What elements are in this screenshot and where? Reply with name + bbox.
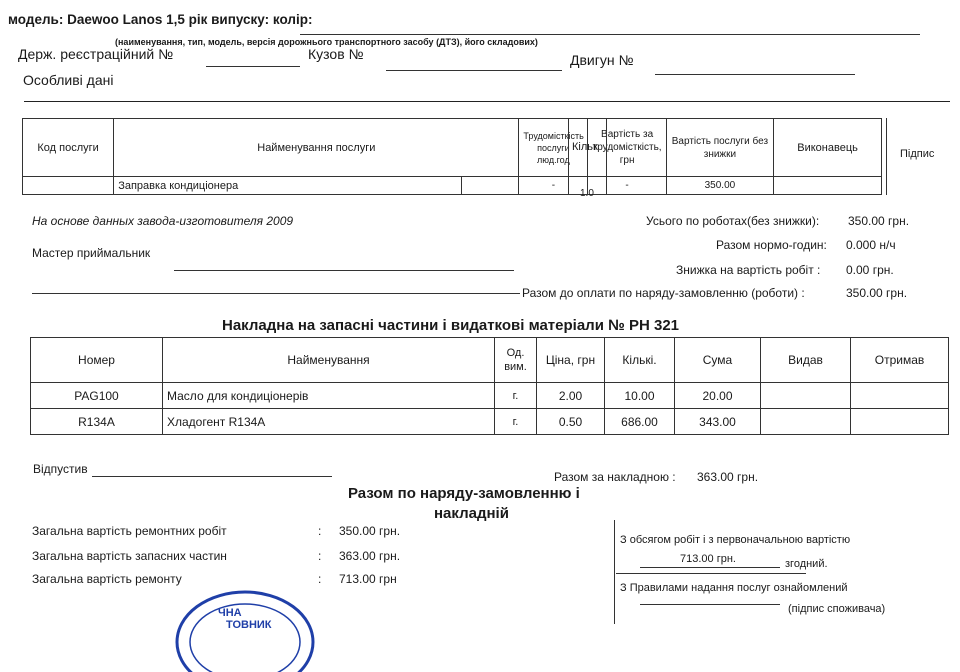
service-code xyxy=(23,177,114,195)
model-underline xyxy=(300,34,920,35)
master-underline xyxy=(174,270,514,271)
part-received xyxy=(851,409,949,435)
agree-amount: 713.00 грн. xyxy=(680,553,736,565)
body-label: Кузов № xyxy=(308,46,364,62)
col-number: Номер xyxy=(31,338,163,383)
col-unit: Од. вим. xyxy=(495,338,537,383)
basis-text: На основе данных завода-изготовителя 2009 xyxy=(32,214,294,228)
engine-label: Двигун № xyxy=(570,52,634,68)
service-executor xyxy=(773,177,881,195)
agree-word: згодний. xyxy=(785,558,828,570)
special-label: Особливі дані xyxy=(23,72,114,88)
agree-underline xyxy=(640,567,780,568)
service-cost: 350.00 xyxy=(666,177,773,195)
service-labor: - xyxy=(519,177,588,195)
reg-underline xyxy=(206,66,300,67)
part-number: R134A xyxy=(31,409,163,435)
col-cost-labor: Вартість за трудомісткість, грн xyxy=(588,119,666,177)
col-name: Найменування xyxy=(163,338,495,383)
parts-table xyxy=(30,337,949,435)
stamp-seal xyxy=(170,582,320,672)
agree-text: З обсягом робіт і з первоначальною вартістю xyxy=(620,534,851,546)
master-label: Мастер приймальник xyxy=(32,246,151,260)
col-labor: Трудомісткість послуги люд.год xyxy=(519,119,588,177)
table-row xyxy=(31,409,949,435)
service-empty xyxy=(462,177,519,195)
special-underline xyxy=(24,101,950,102)
part-name: Хладогент R134A xyxy=(163,409,495,435)
services-header-row xyxy=(23,119,948,177)
model-note: (наименування, тип, модель, версія дорожнього транспортного засобу (ДТЗ), його складових) xyxy=(115,37,538,47)
final-colon: : xyxy=(318,549,322,563)
agree-line xyxy=(616,573,806,574)
final-title-2: накладній xyxy=(434,505,509,522)
services-table xyxy=(22,118,948,195)
agree-divider xyxy=(614,520,615,624)
pay-label: Разом до оплати по наряду-замовленню (роботи) : xyxy=(522,286,805,300)
col-divider xyxy=(606,118,607,195)
part-name: Масло для кондиціонерів xyxy=(163,383,495,409)
discount-label: Знижка на вартість робіт : xyxy=(676,263,821,277)
part-sum: 343.00 xyxy=(675,409,761,435)
part-qty: 10.00 xyxy=(605,383,675,409)
part-issued xyxy=(761,409,851,435)
total-label: Усього по роботах(без знижки): xyxy=(646,214,820,228)
col-received: Отримав xyxy=(851,338,949,383)
reg-label: Держ. реєстраційний № xyxy=(18,46,174,62)
part-issued xyxy=(761,383,851,409)
col-executor: Виконавець xyxy=(773,119,881,177)
parts-total-label: Разом за накладною : xyxy=(554,470,676,484)
part-price: 2.00 xyxy=(537,383,605,409)
parts-header-row xyxy=(31,338,949,383)
final-title-1: Разом по наряду-замовленню і xyxy=(348,485,580,502)
stamp-text-1: ЧНА xyxy=(218,607,242,619)
stamp-text-2: ТОВНИК xyxy=(226,619,272,631)
col-divider xyxy=(886,118,887,195)
final-value-works: 350.00 грн. xyxy=(339,524,401,538)
final-value-total: 713.00 грн xyxy=(339,572,397,586)
service-name: Заправка кондиціонера xyxy=(114,177,462,195)
final-label-total: Загальна вартість ремонту xyxy=(32,572,182,586)
col-sign: Підпис xyxy=(900,148,935,160)
service-cost-labor: - xyxy=(588,177,666,195)
col-sum: Сума xyxy=(675,338,761,383)
pay-underline xyxy=(32,293,520,294)
parts-total-value: 363.00 грн. xyxy=(697,470,759,484)
model-line: модель: Daewoo Lanos 1,5 рік випуску: колір: xyxy=(8,12,313,27)
final-value-parts: 363.00 грн. xyxy=(339,549,401,563)
parts-title: Накладна на запасні частини і видаткові матеріали № РН 321 xyxy=(222,317,680,334)
part-qty: 686.00 xyxy=(605,409,675,435)
col-cost: Вартість послуги без знижки xyxy=(666,119,773,177)
col-issued: Видав xyxy=(761,338,851,383)
engine-underline xyxy=(655,74,855,75)
final-label-works: Загальна вартість ремонтних робіт xyxy=(32,524,227,538)
sign-label: (підпис споживача) xyxy=(788,603,886,615)
hours-value: 0.000 н/ч xyxy=(846,238,896,252)
pay-value: 350.00 грн. xyxy=(846,286,908,300)
col-qty: Кількі. xyxy=(605,338,675,383)
part-received xyxy=(851,383,949,409)
part-unit: г. xyxy=(495,383,537,409)
discount-value: 0.00 грн. xyxy=(846,263,894,277)
table-row xyxy=(31,383,949,409)
table-row xyxy=(23,177,948,195)
part-number: PAG100 xyxy=(31,383,163,409)
final-colon: : xyxy=(318,572,322,586)
part-price: 0.50 xyxy=(537,409,605,435)
col-price: Ціна, грн xyxy=(537,338,605,383)
rules-text: З Правилами надання послуг ознайомлений xyxy=(620,582,848,594)
final-colon: : xyxy=(318,524,322,538)
col-divider xyxy=(568,118,569,195)
col-qty: Кільк xyxy=(572,141,598,153)
service-qty: 1.0 xyxy=(580,188,594,199)
hours-label: Разом нормо-годин: xyxy=(716,238,827,252)
released-label: Відпустив xyxy=(33,462,88,476)
total-value: 350.00 грн. xyxy=(848,214,910,228)
part-unit: г. xyxy=(495,409,537,435)
released-underline xyxy=(92,476,332,477)
col-service-name: Найменування послуги xyxy=(114,119,519,177)
part-sum: 20.00 xyxy=(675,383,761,409)
body-underline xyxy=(386,70,562,71)
sign-underline xyxy=(640,604,780,605)
final-label-parts: Загальна вартість запасних частин xyxy=(32,549,227,563)
col-code: Код послуги xyxy=(23,119,114,177)
